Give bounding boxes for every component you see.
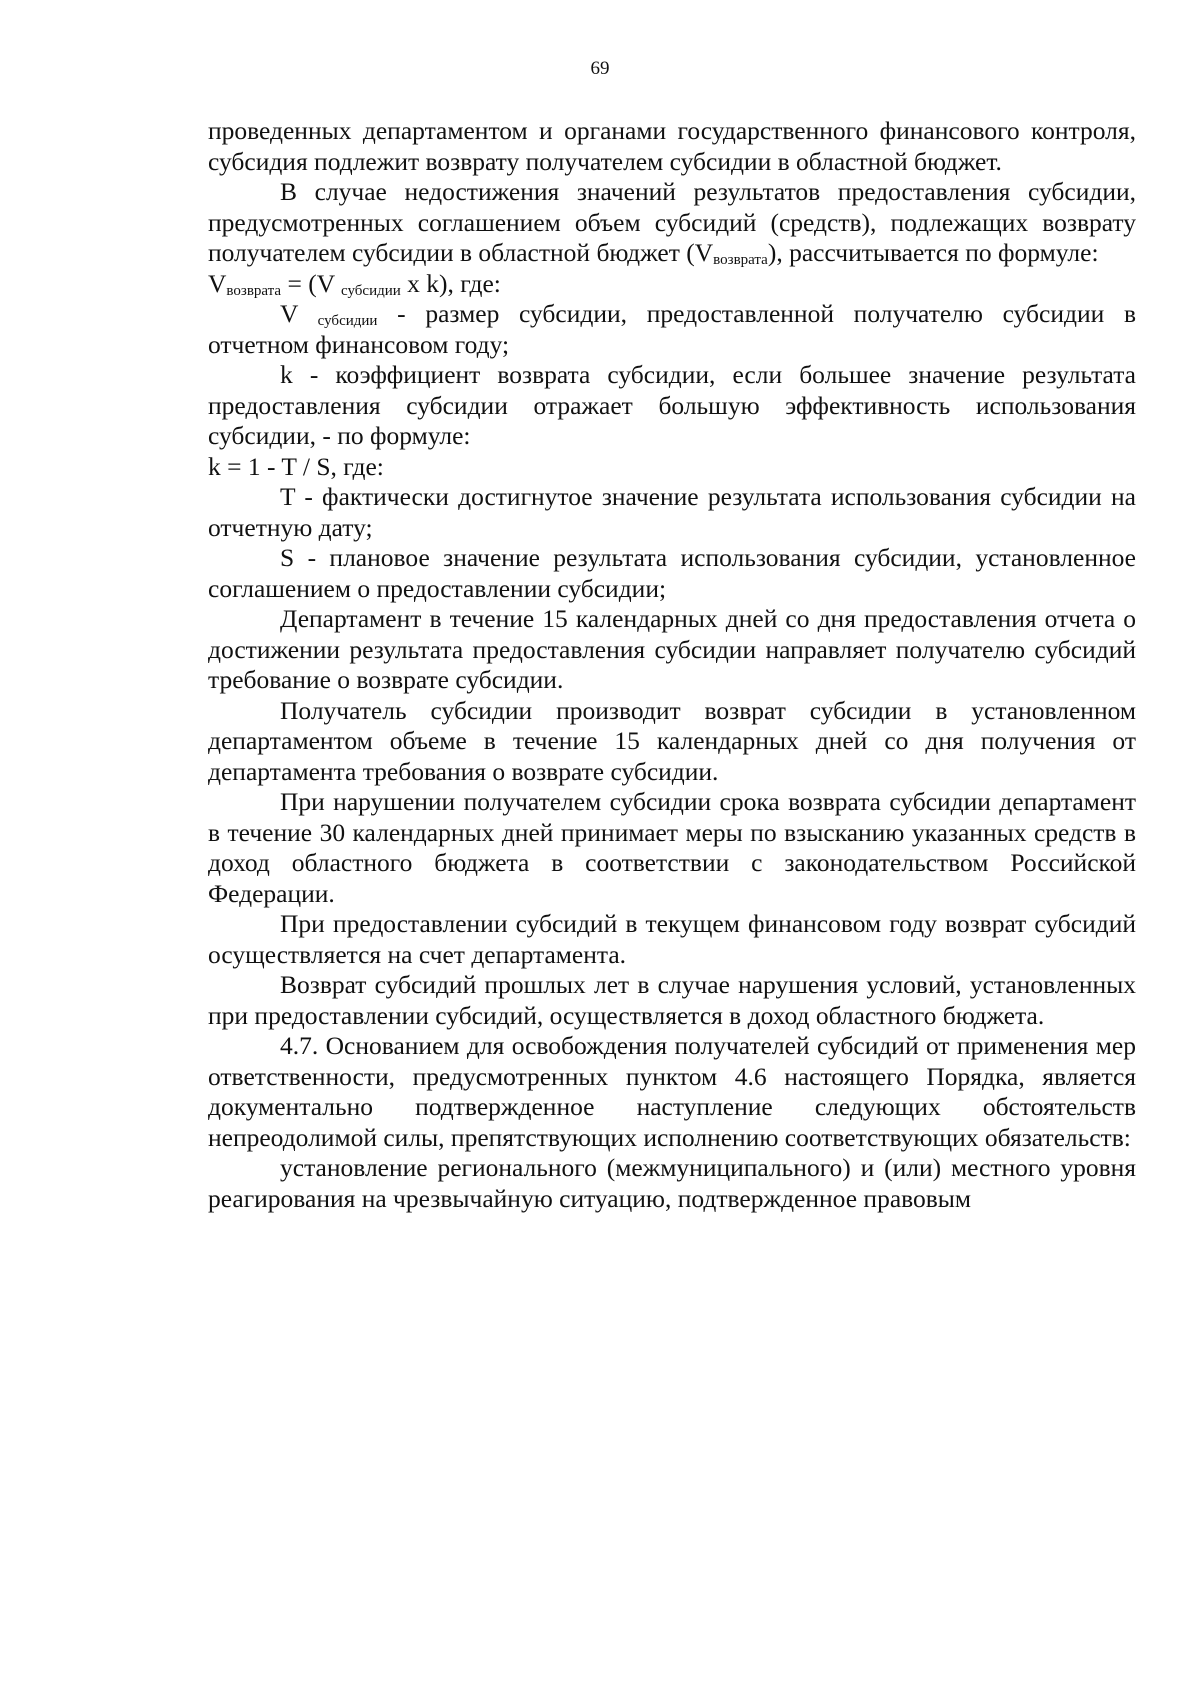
- paragraph-text: В случае недостижения значений результатов предоставления субсидии, предусмотренных соглашением объем субсидий (средств), подлежащих возврату получателем субсидии в областной бюджет (V: [208, 177, 1136, 267]
- paragraph-text: V: [280, 299, 318, 328]
- paragraph: 4.7. Основанием для освобождения получателей субсидий от применения мер ответственности, предусмотренных пунктом 4.6 настоящего Порядка, является документально подтвержденное наступление следующих обстоятельств непреодолимой силы, препятствующих исполнению соответствующих обязательств:: [208, 1031, 1136, 1152]
- paragraph: S - плановое значение результата использования субсидии, установленное соглашением о предоставлении субсидии;: [208, 543, 1136, 603]
- paragraph: проведенных департаментом и органами государственного финансового контроля, субсидия подлежит возврату получателем субсидии в областной бюджет.: [208, 116, 1136, 176]
- paragraph: Возврат субсидий прошлых лет в случае нарушения условий, установленных при предоставлении субсидий, осуществляется в доход областного бюджета.: [208, 970, 1136, 1030]
- paragraph: T - фактически достигнутое значение результата использования субсидии на отчетную дату;: [208, 482, 1136, 542]
- paragraph: При нарушении получателем субсидии срока возврата субсидии департамент в течение 30 календарных дней принимает меры по взысканию указанных средств в доход областного бюджета в соответствии с законодательством Российской Федерации.: [208, 787, 1136, 908]
- page-number: 69: [590, 58, 610, 79]
- subscript: субсидии: [341, 282, 401, 299]
- paragraph: Получатель субсидии производит возврат субсидии в установленном департаментом объеме в течение 15 календарных дней со дня получения от департамента требования о возврате субсидии.: [208, 695, 1136, 786]
- subscript: субсидии: [317, 313, 378, 329]
- formula-refund: [208, 269, 1136, 300]
- subscript: возврата: [713, 252, 768, 268]
- formula-part: = (V: [281, 268, 342, 298]
- document-body: [208, 116, 1136, 1214]
- formula-part: x k), где:: [400, 268, 501, 298]
- formula-part: V: [208, 268, 227, 298]
- paragraph: [208, 299, 1136, 360]
- paragraph: При предоставлении субсидий в текущем финансовом году возврат субсидий осуществляется на счет департамента.: [208, 909, 1136, 969]
- paragraph-text: - размер субсидии, предоставленной получателю субсидии в отчетном финансовом году;: [208, 299, 1136, 359]
- paragraph: установление регионального (межмуниципального) и (или) местного уровня реагирования на чрезвычайную ситуацию, подтвержденное правовым: [208, 1153, 1136, 1213]
- formula-coefficient: k = 1 - T / S, где:: [208, 451, 384, 481]
- paragraph-text: ), рассчитывается по формуле:: [767, 238, 1099, 267]
- paragraph: k - коэффициент возврата субсидии, если большее значение результата предоставления субсидии отражает большую эффективность использования субсидии, - по формуле:: [208, 360, 1136, 450]
- paragraph: Департамент в течение 15 календарных дней со дня предоставления отчета о достижении результата предоставления субсидии направляет получателю субсидий требование о возврате субсидии.: [208, 604, 1136, 694]
- subscript: возврата: [226, 282, 282, 299]
- paragraph: [208, 177, 1136, 269]
